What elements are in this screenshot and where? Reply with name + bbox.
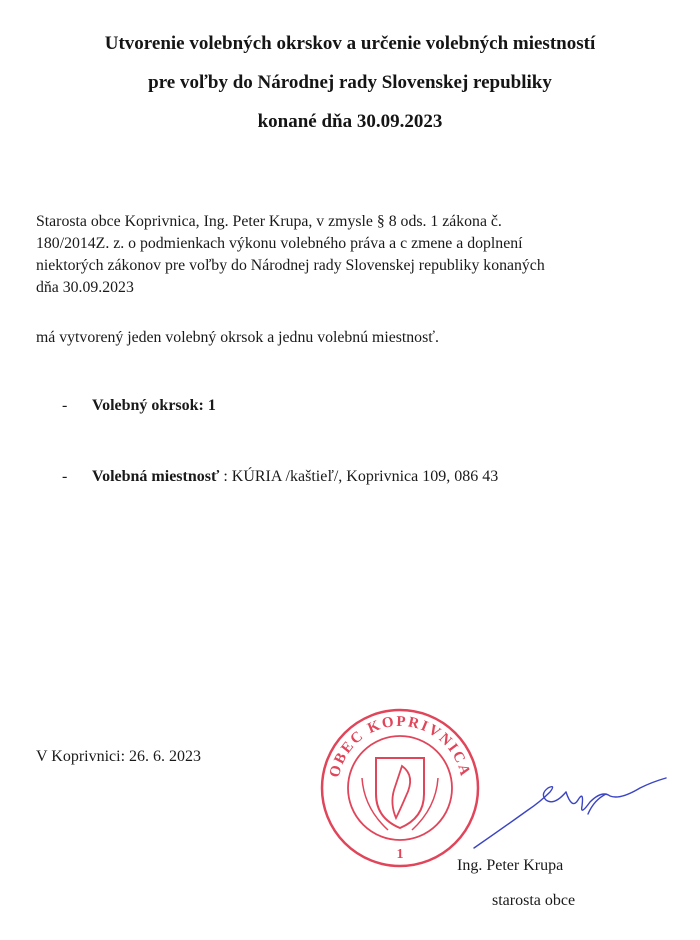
okrsok-label: Volebný okrsok: 1: [92, 397, 216, 414]
stamp-outer-ring: [322, 710, 478, 866]
handwritten-signature: [470, 770, 670, 850]
list-dash: -: [62, 468, 68, 485]
intro-line: niektorých zákonov pre voľby do Národnej rady Slovenskej republiky konaných: [36, 257, 545, 274]
signature-stroke: [474, 787, 566, 848]
stamp-text: OBEC KOPRIVNICA: [326, 713, 474, 780]
signer-name: Ing. Peter Krupa: [457, 857, 564, 874]
place-and-date: V Koprivnici: 26. 6. 2023: [36, 748, 202, 765]
miestnost-value: : KÚRIA /kaštieľ/, Koprivnica 109, 086 43: [219, 468, 499, 485]
document-title-line-1: Utvorenie volebných okrskov a určenie volebných miestností: [104, 33, 596, 54]
list-item-okrsok: [62, 397, 216, 415]
miestnost-label: Volebná miestnosť: [92, 468, 220, 485]
intro-paragraph: [36, 211, 676, 299]
intro-line: 180/2014Z. z. o podmienkach výkonu volebného práva a c zmene a doplnení: [36, 235, 523, 252]
intro-line: dňa 30.09.2023: [36, 279, 134, 296]
signature-stroke: [566, 778, 666, 810]
stamp-number: 1: [396, 847, 404, 862]
list-dash: -: [62, 397, 68, 414]
list-item-miestnost: [62, 468, 498, 486]
summary-paragraph: má vytvorený jeden volebný okrsok a jednu volebnú miestnosť.: [36, 329, 439, 346]
signer-role: starosta obce: [492, 892, 576, 909]
stamp-flame: [392, 766, 410, 818]
intro-line: Starosta obce Koprivnica, Ing. Peter Krupa, v zmysle § 8 ods. 1 zákona č.: [36, 213, 502, 230]
municipal-stamp: [318, 706, 482, 870]
document-title-line-2: pre voľby do Národnej rady Slovenskej republiky: [148, 72, 552, 93]
document-title-line-3: konané dňa 30.09.2023: [257, 111, 443, 132]
stamp-shield: [376, 758, 424, 828]
